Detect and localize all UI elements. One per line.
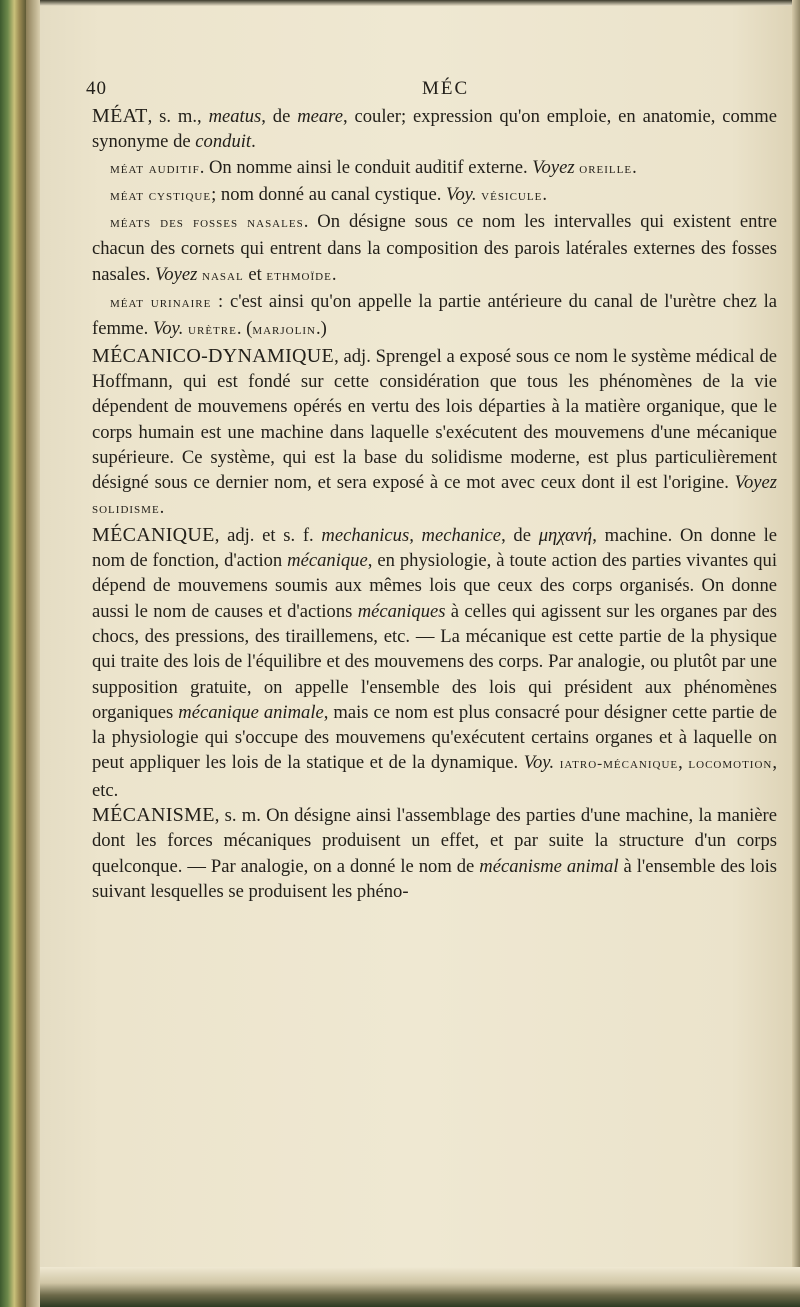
sub-term: méat urinaire [110,295,212,312]
headword: MÉCANICO-DYNAMIQUE [92,344,335,367]
entry-meat: MÉAT, s. m., meatus, de meare, couler; expression qu'on emploie, en anatomie, comme synonyme de conduit. [92,105,777,153]
entry-meats-fosses-nasales: méats des fosses nasales. On désigne sous ce nom les intervalles qui existent entre chacun des cornets qui entrent dans la composition des parois latérales externes des fosses nasales. Voyez nasal et ethmoïde. [92,211,777,285]
page-bottom-edge [40,1267,800,1307]
sub-term: méat cystique [110,187,212,204]
greek-term: μηχανή [538,524,593,546]
book-spine [0,0,26,1307]
headword: MÉAT [92,105,148,127]
entry-mecanique: MÉCANIQUE, adj. et s. f. mechanicus, mechanice, de μηχανή, machine. On donne le nom de fonction, d'action mécanique, en physiologie, à toute action des parties vivantes qui dépend de mouvemens soumis aux mêmes lois que ceux des corps organisés. On donne aussi le nom de causes et d'actions mécaniques à celles qui agissent sur les organes par des chocs, des pressions, des tiraillemens, etc. — La mécanique est cette partie de la physique qui traite des lois de l'équilibre et des mouvemens des corps. Par analogie, ou plutôt par une supposition gratuite, on appelle l'ensemble des lois qui président aux phénomènes organiques mécanique animale, mais ce nom est plus consacré pour désigner cette partie de la physiologie qui s'occupe des mouvemens qu'exécutent certains organes et à laquelle on peut appliquer les lois de la statique et de la dynamique. Voy. iatro-mécanique, locomotion, etc. [92,523,778,801]
latin-term: mechanicus, mechanice [321,524,502,546]
page-gutter [26,0,40,1307]
cross-ref: ethmoïde [266,267,332,284]
sub-term: méats des fosses nasales [110,215,304,232]
entry-meat-auditif: méat auditif. On nomme ainsi le conduit auditif externe. Voyez oreille. [110,156,637,178]
page-top-edge [40,0,800,6]
cross-ref: nasal [202,267,244,284]
cross-ref-label: Voy. [523,752,555,774]
cross-ref-label: Voyez [734,472,777,494]
cross-ref: vésicule [481,187,543,204]
synonym: conduit [195,131,252,153]
sub-term: méat auditif [110,160,200,177]
page-number: 40 [86,78,107,99]
headword: MÉCANISME [92,804,215,827]
latin-term: meatus [208,106,262,127]
author-signature: marjolin [252,322,316,339]
headword: MÉCANIQUE [92,523,215,546]
cross-ref-label: Voy. [446,183,477,205]
entry-mecanisme: MÉCANISME, s. m. On désigne ainsi l'assemblage des parties d'une machine, la manière dont les forces mécaniques produisent un effet, et par suite la structure d'un corps quelconque. — Par analogie, on a donné le nom de mécanisme animal à l'ensemble des lois suivant lesquelles se produisent les phéno- [92,804,777,902]
cross-ref: urètre [188,322,237,339]
page-content [86,76,778,904]
cross-ref: solidisme [92,501,160,518]
cross-ref-label: Voy. [152,318,184,340]
etymology: meare [297,106,343,127]
page-header [86,76,777,104]
cross-ref: oreille [579,160,633,177]
cross-ref: iatro-mécanique [559,756,679,773]
page-right-edge [792,0,800,1307]
cross-ref: locomotion [688,756,773,773]
running-head: MÉC [422,78,470,99]
entry-meat-urinaire: méat urinaire : c'est ainsi qu'on appelle la partie antérieure du canal de l'urètre chez la femme. Voy. urètre. (marjolin.) [92,291,777,340]
cross-ref-label: Voyez [532,156,575,178]
cross-ref-label: Voyez [155,263,198,285]
entry-mecanico-dynamique: MÉCANICO-DYNAMIQUE, adj. Sprengel a exposé sous ce nom le système médical de Hoffmann, qui est fondé sur cette considération que tous les phénomènes de la vie dépendent de mouvemens opérés en vertu des lois départies à la matière organique, que le corps humain est une machine dans laquelle s'exécutent des mouvemens d'une mécanique supérieure. Ce système, qui est la base du solidisme moderne, est plus particulièrement désigné sous ce dernier nom, et sera exposé à ce mot avec ceux dont il est l'origine. Voyez solidisme. [92,344,777,519]
entry-meat-cystique: méat cystique; nom donné au canal cystique. Voy. vésicule. [110,183,547,205]
